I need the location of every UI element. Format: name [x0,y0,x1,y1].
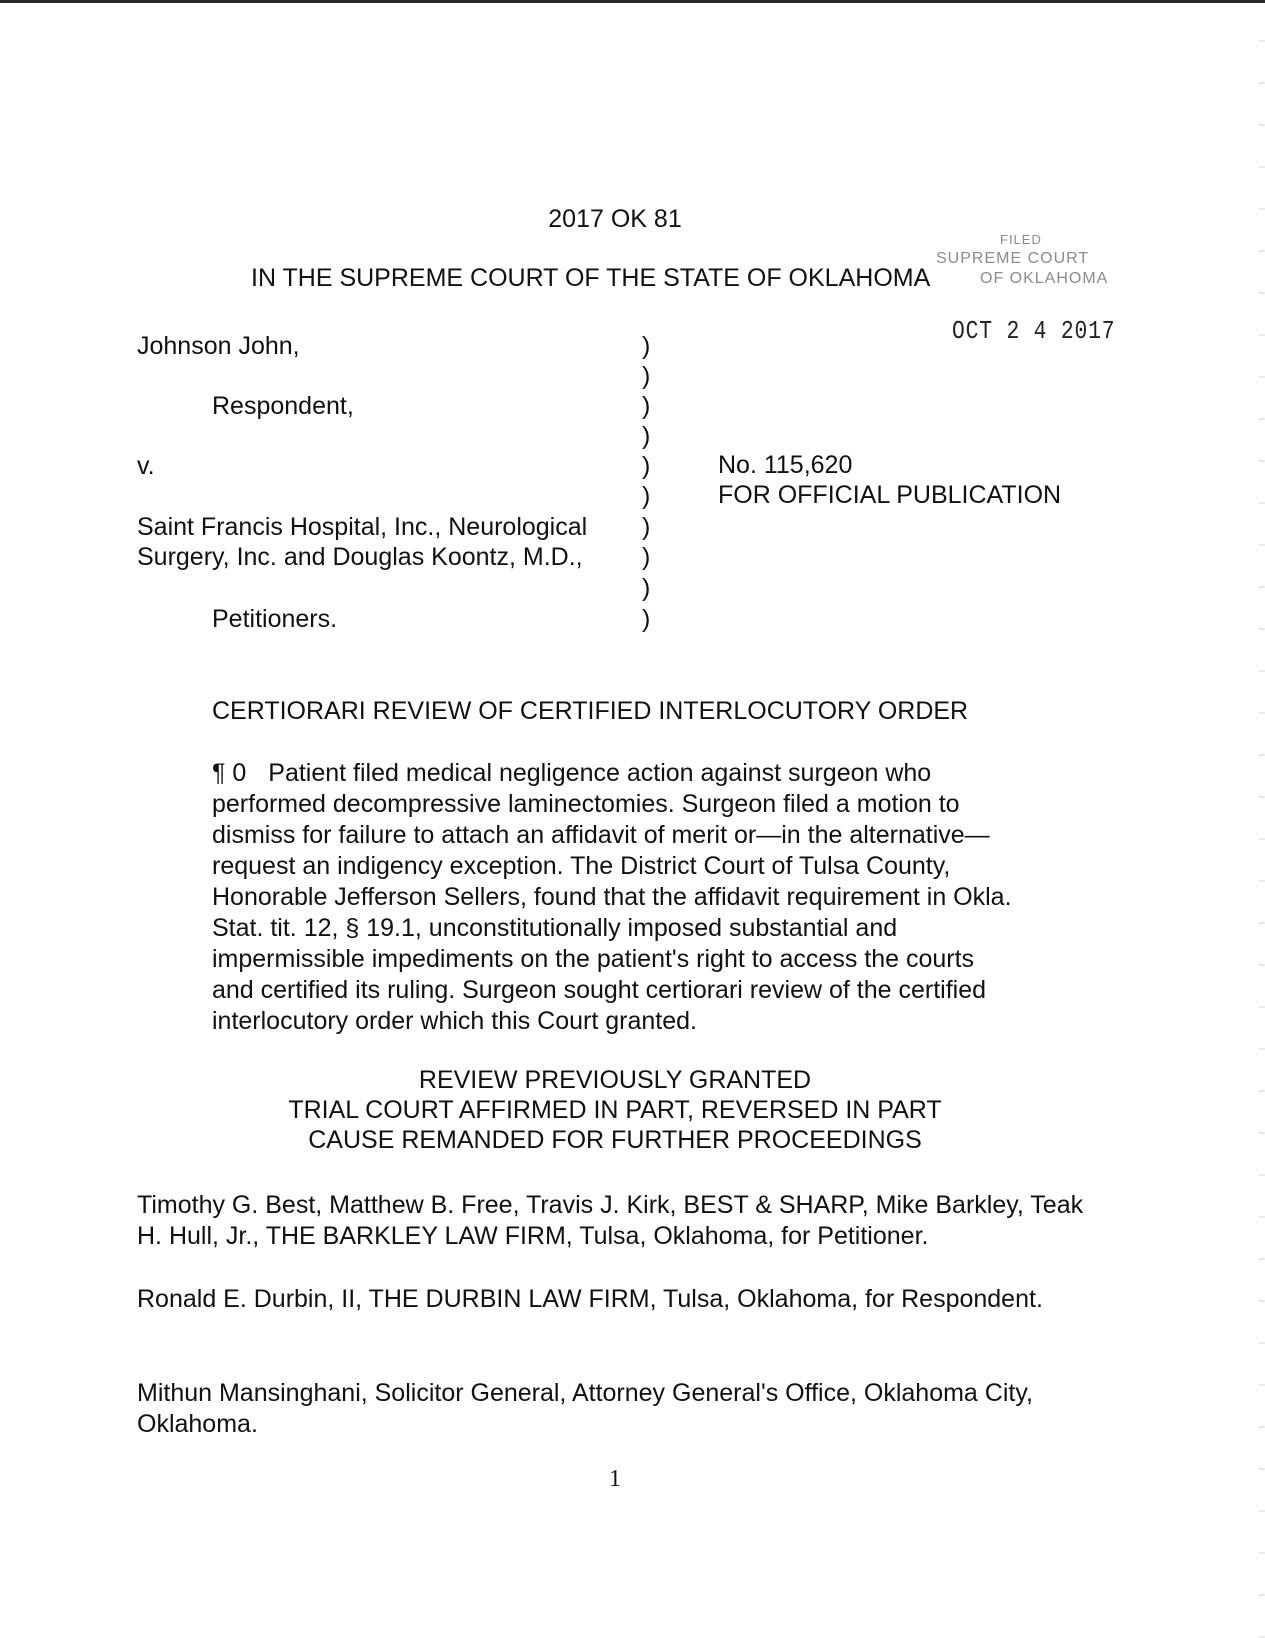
caption-paren: ) [642,392,651,420]
caption-defendants-line-1: Saint Francis Hospital, Inc., Neurological [137,513,588,541]
disposition-line-1: REVIEW PREVIOUSLY GRANTED [418,1066,812,1094]
caption-paren: ) [642,605,651,633]
counsel-for-petitioner: Timothy G. Best, Matthew B. Free, Travis J. Kirk, BEST & SHARP, Mike Barkley, Teak H. Hull, Jr., THE BARKLEY LAW FIRM, Tulsa, Oklahoma, for Petitioner. [137,1191,1084,1250]
paragraph-marker: ¶ 0 [212,759,247,787]
page-number: 1 [609,1466,621,1492]
caption-defendants-role: Petitioners. [212,605,338,633]
publication-status: FOR OFFICIAL PUBLICATION [718,481,1062,509]
counsel-attorney-general: Mithun Mansinghani, Solicitor General, Attorney General's Office, Oklahoma City, Oklahoma. [137,1379,1033,1438]
disposition-line-3: CAUSE REMANDED FOR FURTHER PROCEEDINGS [308,1126,922,1154]
scan-edge-noise [1259,0,1265,1638]
caption-plaintiff: Johnson John, [137,332,300,360]
section-heading: CERTIORARI REVIEW OF CERTIFIED INTERLOCUTORY ORDER [212,697,969,725]
caption-paren: ) [642,574,651,602]
caption-paren: ) [642,482,651,510]
counsel-for-respondent: Ronald E. Durbin, II, THE DURBIN LAW FIRM, Tulsa, Oklahoma, for Respondent. [137,1285,1043,1313]
case-number: No. 115,620 [718,451,853,479]
filed-stamp-label: FILED [1000,232,1042,247]
caption-paren: ) [642,362,651,390]
caption-paren: ) [642,422,651,450]
caption-plaintiff-role: Respondent, [212,392,354,420]
case-summary [212,758,1012,1037]
scan-top-edge [0,0,1265,3]
filed-stamp-date: OCT 2 4 2017 [952,316,1116,346]
caption-paren: ) [642,543,651,571]
caption-defendants-line-2: Surgery, Inc. and Douglas Koontz, M.D., [137,543,583,571]
disposition-line-2: TRIAL COURT AFFIRMED IN PART, REVERSED IN PART [288,1096,942,1124]
caption-versus: v. [137,452,155,480]
filed-stamp-state: OF OKLAHOMA [980,270,1109,287]
case-citation: 2017 OK 81 [548,205,682,233]
caption-paren: ) [642,332,651,360]
summary-text: Patient filed medical negligence action against surgeon who performed decompressive laminectomies. Surgeon filed a motion to dismiss for failure to attach an affidavit of merit or—in the alternative—request an indigency exception. The District Court of Tulsa County, Honorable Jefferson Sellers, found that the affidavit requirement in Okla. Stat. tit. 12, § 19.1, unconstitutionally imposed substantial and impermissible impediments on the patient's right to access the courts and certified its ruling. Surgeon sought certiorari review of the certified interlocutory order which this Court granted. [212,759,1012,1035]
caption-paren: ) [642,452,651,480]
filed-stamp-court: SUPREME COURT [936,250,1090,267]
court-title: IN THE SUPREME COURT OF THE STATE OF OKLAHOMA [251,264,931,292]
disposition [200,1065,1030,1155]
caption-paren: ) [642,513,651,541]
